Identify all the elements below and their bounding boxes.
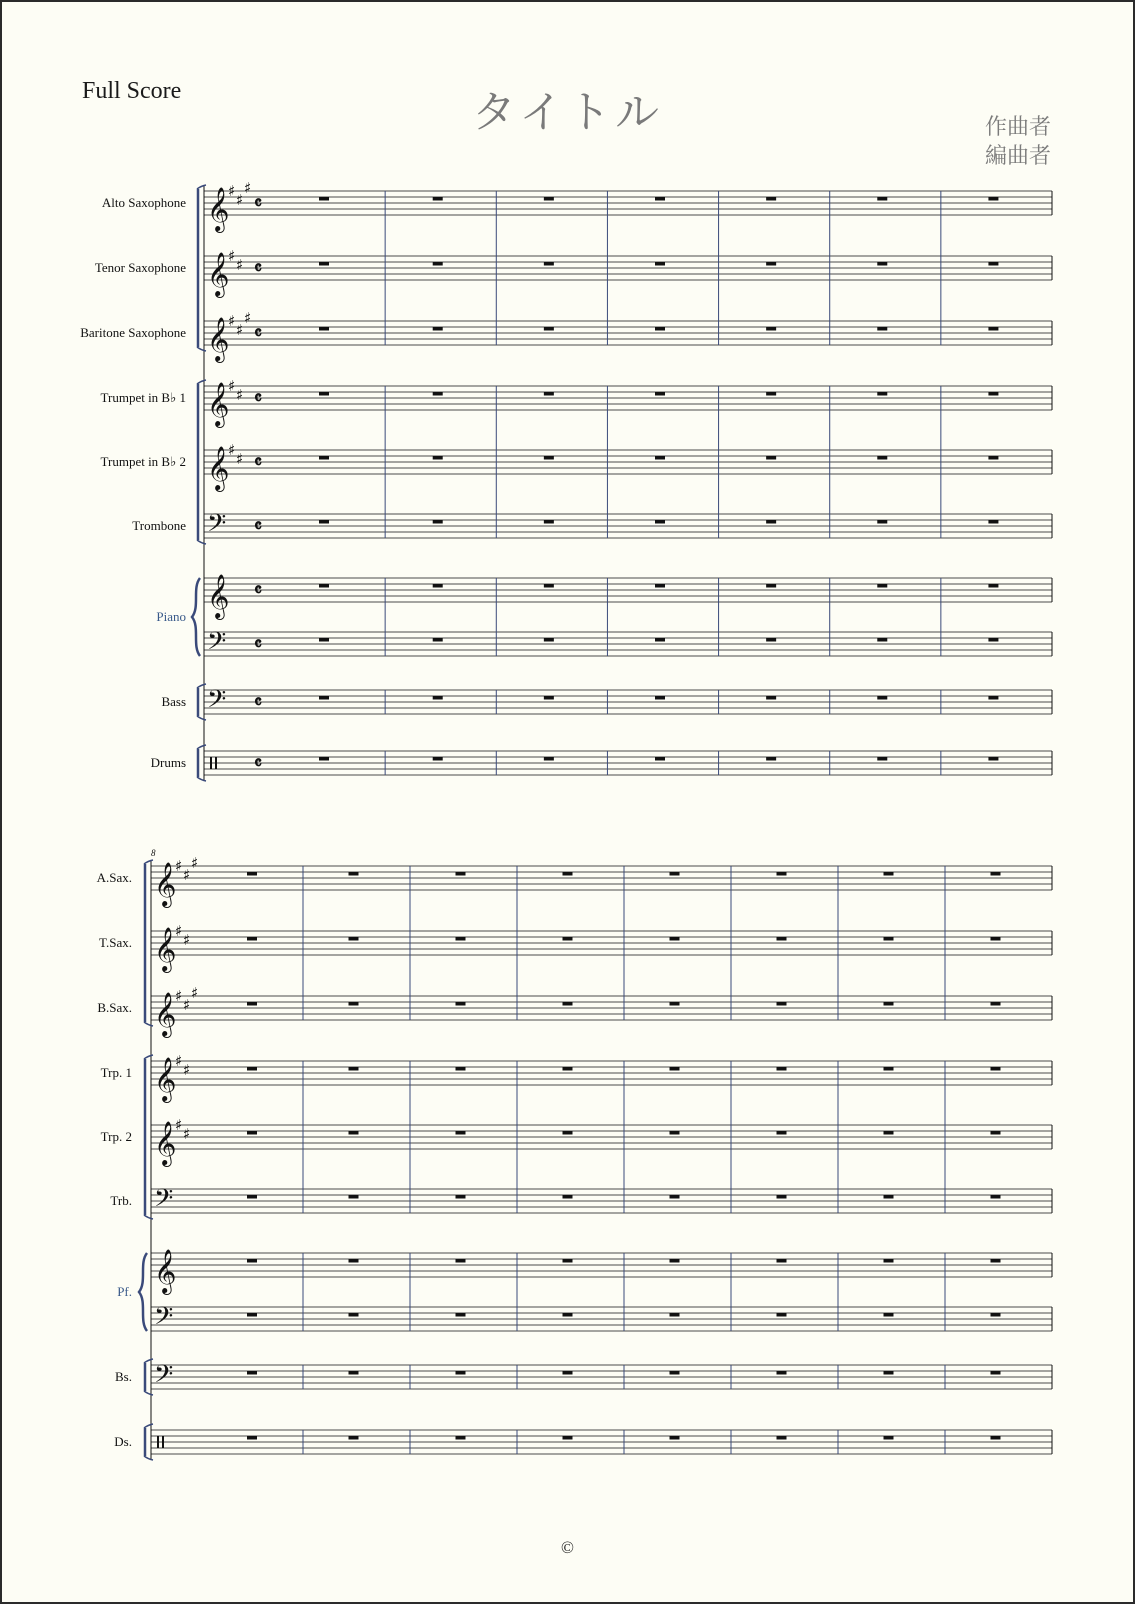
whole-rest: [777, 1259, 787, 1263]
whole-rest: [247, 1259, 257, 1263]
whole-rest: [544, 197, 554, 201]
sharp-sign: ♯: [244, 309, 252, 327]
instrument-label[interactable]: Ds.: [114, 1434, 132, 1449]
bracket-hook: [197, 347, 206, 351]
treble-clef: 𝄞: [154, 927, 177, 971]
instrument-label[interactable]: Trp. 2: [100, 1129, 132, 1144]
whole-rest: [655, 262, 665, 266]
whole-rest: [670, 1371, 680, 1375]
score-title[interactable]: タイトル: [471, 87, 664, 138]
whole-rest: [884, 1067, 894, 1071]
common-time-sig: 𝄴: [254, 388, 263, 409]
whole-rest: [670, 1002, 680, 1006]
bracket-hook: [144, 1359, 153, 1363]
whole-rest: [991, 872, 1001, 876]
bracket-hook: [144, 1391, 153, 1395]
whole-rest: [563, 872, 573, 876]
whole-rest: [563, 1067, 573, 1071]
whole-rest: [247, 937, 257, 941]
common-time-sig: 𝄴: [254, 193, 263, 214]
whole-rest: [655, 584, 665, 588]
whole-rest: [349, 1131, 359, 1135]
whole-rest: [777, 937, 787, 941]
whole-rest: [319, 392, 329, 396]
whole-rest: [988, 197, 998, 201]
score-systems[interactable]: [2, 2, 1133, 1602]
percussion-clef: [210, 757, 212, 769]
common-time-sig: 𝄴: [254, 452, 263, 473]
whole-rest: [247, 872, 257, 876]
whole-rest: [349, 1371, 359, 1375]
whole-rest: [247, 1002, 257, 1006]
whole-rest: [777, 1067, 787, 1071]
whole-rest: [563, 1371, 573, 1375]
whole-rest: [988, 584, 998, 588]
whole-rest: [884, 1313, 894, 1317]
whole-rest: [877, 520, 887, 524]
whole-rest: [319, 197, 329, 201]
whole-rest: [563, 1195, 573, 1199]
treble-clef: 𝄞: [154, 992, 177, 1036]
bracket-hook: [144, 1424, 153, 1428]
whole-rest: [349, 937, 359, 941]
whole-rest: [349, 1313, 359, 1317]
common-time-sig: 𝄴: [254, 516, 263, 537]
whole-rest: [544, 262, 554, 266]
whole-rest: [456, 1436, 466, 1440]
instrument-label[interactable]: Bass: [161, 694, 186, 709]
whole-rest: [766, 456, 776, 460]
treble-clef: 𝄞: [207, 382, 230, 426]
whole-rest: [247, 1195, 257, 1199]
whole-rest: [670, 1436, 680, 1440]
sharp-sign: ♯: [175, 1116, 183, 1134]
sharp-sign: ♯: [175, 1052, 183, 1070]
whole-rest: [991, 1002, 1001, 1006]
treble-clef: 𝄞: [207, 252, 230, 296]
whole-rest: [988, 456, 998, 460]
sharp-sign: ♯: [175, 922, 183, 940]
common-time-sig: 𝄴: [254, 753, 263, 774]
whole-rest: [433, 757, 443, 761]
instrument-label[interactable]: Trumpet in B♭ 1: [100, 390, 186, 405]
whole-rest: [991, 937, 1001, 941]
sharp-sign: ♯: [244, 179, 252, 197]
whole-rest: [655, 392, 665, 396]
sharp-sign: ♯: [228, 441, 236, 459]
common-time-sig: 𝄴: [254, 258, 263, 279]
whole-rest: [766, 262, 776, 266]
whole-rest: [766, 757, 776, 761]
whole-rest: [319, 696, 329, 700]
whole-rest: [877, 327, 887, 331]
sharp-sign: ♯: [191, 854, 199, 872]
sharp-sign: ♯: [236, 321, 244, 339]
sharp-sign: ♯: [183, 996, 191, 1014]
whole-rest: [349, 1259, 359, 1263]
whole-rest: [884, 1195, 894, 1199]
whole-rest: [349, 1067, 359, 1071]
common-time-sig: 𝄴: [254, 323, 263, 344]
whole-rest: [766, 197, 776, 201]
whole-rest: [456, 1371, 466, 1375]
whole-rest: [456, 1259, 466, 1263]
whole-rest: [877, 197, 887, 201]
whole-rest: [247, 1436, 257, 1440]
percussion-clef: [162, 1436, 164, 1448]
whole-rest: [670, 1259, 680, 1263]
whole-rest: [988, 638, 998, 642]
whole-rest: [988, 696, 998, 700]
percussion-clef: [215, 757, 217, 769]
whole-rest: [456, 1131, 466, 1135]
percussion-clef: [157, 1436, 159, 1448]
whole-rest: [991, 1313, 1001, 1317]
whole-rest: [433, 638, 443, 642]
whole-rest: [544, 392, 554, 396]
bracket-hook: [144, 1022, 153, 1026]
bass-clef: 𝄢: [154, 1302, 174, 1337]
whole-rest: [777, 1371, 787, 1375]
whole-rest: [777, 872, 787, 876]
sharp-sign: ♯: [183, 1125, 191, 1143]
whole-rest: [349, 872, 359, 876]
sharp-sign: ♯: [236, 191, 244, 209]
whole-rest: [777, 1313, 787, 1317]
instrument-label[interactable]: Trombone: [132, 518, 186, 533]
whole-rest: [988, 520, 998, 524]
instrument-label[interactable]: Pf.: [117, 1284, 132, 1299]
whole-rest: [766, 584, 776, 588]
whole-rest: [766, 392, 776, 396]
copyright-notice[interactable]: ©: [561, 1538, 574, 1557]
sharp-sign: ♯: [191, 984, 199, 1002]
treble-clef: 𝄞: [154, 1249, 177, 1293]
whole-rest: [884, 1259, 894, 1263]
whole-rest: [884, 872, 894, 876]
whole-rest: [988, 327, 998, 331]
instrument-label[interactable]: Drums: [150, 755, 186, 770]
whole-rest: [766, 327, 776, 331]
whole-rest: [991, 1371, 1001, 1375]
whole-rest: [670, 1313, 680, 1317]
whole-rest: [433, 392, 443, 396]
sharp-sign: ♯: [228, 182, 236, 200]
whole-rest: [655, 197, 665, 201]
sharp-sign: ♯: [228, 377, 236, 395]
bracket-hook: [197, 380, 206, 384]
whole-rest: [766, 520, 776, 524]
instrument-label[interactable]: Alto Saxophone: [101, 195, 186, 210]
bracket-hook: [144, 1456, 153, 1460]
bass-clef: 𝄢: [207, 685, 227, 720]
whole-rest: [456, 1002, 466, 1006]
whole-rest: [544, 584, 554, 588]
whole-rest: [991, 1067, 1001, 1071]
whole-rest: [433, 696, 443, 700]
treble-clef: 𝄞: [207, 446, 230, 490]
bracket-hook: [197, 716, 206, 720]
whole-rest: [877, 262, 887, 266]
whole-rest: [544, 757, 554, 761]
whole-rest: [544, 327, 554, 331]
instrument-label[interactable]: T.Sax.: [99, 935, 132, 950]
whole-rest: [884, 1436, 894, 1440]
whole-rest: [670, 872, 680, 876]
whole-rest: [777, 1131, 787, 1135]
bass-clef: 𝄢: [154, 1184, 174, 1219]
whole-rest: [884, 1371, 894, 1375]
whole-rest: [319, 584, 329, 588]
whole-rest: [433, 456, 443, 460]
common-time-sig: 𝄴: [254, 580, 263, 601]
bass-clef: 𝄢: [207, 509, 227, 544]
treble-clef: 𝄞: [154, 1057, 177, 1101]
whole-rest: [433, 584, 443, 588]
whole-rest: [319, 262, 329, 266]
sharp-sign: ♯: [175, 857, 183, 875]
common-time-sig: 𝄴: [254, 692, 263, 713]
bracket-hook: [197, 684, 206, 688]
whole-rest: [563, 1002, 573, 1006]
sharp-sign: ♯: [236, 450, 244, 468]
instrument-label[interactable]: Trp. 1: [100, 1065, 132, 1080]
sharp-sign: ♯: [236, 256, 244, 274]
sharp-sign: ♯: [228, 312, 236, 330]
whole-rest: [456, 1313, 466, 1317]
whole-rest: [877, 392, 887, 396]
whole-rest: [247, 1067, 257, 1071]
whole-rest: [991, 1131, 1001, 1135]
whole-rest: [777, 1002, 787, 1006]
whole-rest: [247, 1131, 257, 1135]
whole-rest: [877, 696, 887, 700]
whole-rest: [884, 1002, 894, 1006]
instrument-label[interactable]: Trb.: [110, 1193, 132, 1208]
whole-rest: [991, 1436, 1001, 1440]
treble-clef: 𝄞: [207, 574, 230, 618]
whole-rest: [777, 1436, 787, 1440]
whole-rest: [988, 757, 998, 761]
whole-rest: [349, 1436, 359, 1440]
whole-rest: [563, 1436, 573, 1440]
whole-rest: [247, 1313, 257, 1317]
bass-clef: 𝄢: [154, 1360, 174, 1395]
bracket-hook: [197, 540, 206, 544]
sharp-sign: ♯: [228, 247, 236, 265]
whole-rest: [991, 1259, 1001, 1263]
bracket-hook: [197, 777, 206, 781]
score-type-label: Full Score: [82, 78, 182, 104]
instrument-label[interactable]: Trumpet in B♭ 2: [100, 454, 186, 469]
whole-rest: [877, 584, 887, 588]
piano-brace: [192, 578, 200, 656]
measure-number: 8: [151, 848, 156, 858]
sharp-sign: ♯: [183, 1061, 191, 1079]
whole-rest: [349, 1195, 359, 1199]
whole-rest: [877, 638, 887, 642]
whole-rest: [433, 197, 443, 201]
whole-rest: [456, 1067, 466, 1071]
whole-rest: [319, 327, 329, 331]
whole-rest: [433, 327, 443, 331]
whole-rest: [563, 1131, 573, 1135]
instrument-label[interactable]: A.Sax.: [96, 870, 132, 885]
whole-rest: [670, 937, 680, 941]
whole-rest: [247, 1371, 257, 1375]
treble-clef: 𝄞: [154, 862, 177, 906]
whole-rest: [349, 1002, 359, 1006]
whole-rest: [544, 520, 554, 524]
treble-clef: 𝄞: [207, 187, 230, 231]
whole-rest: [433, 262, 443, 266]
instrument-label[interactable]: B.Sax.: [97, 1000, 132, 1015]
treble-clef: 𝄞: [207, 317, 230, 361]
whole-rest: [563, 937, 573, 941]
arranger-credit[interactable]: 編曲者: [984, 144, 1051, 169]
whole-rest: [766, 696, 776, 700]
whole-rest: [670, 1067, 680, 1071]
whole-rest: [655, 520, 665, 524]
bracket-hook: [144, 860, 153, 864]
common-time-sig: 𝄴: [254, 634, 263, 655]
whole-rest: [777, 1195, 787, 1199]
composer-credit[interactable]: 作曲者: [984, 115, 1051, 140]
sharp-sign: ♯: [183, 931, 191, 949]
whole-rest: [544, 456, 554, 460]
whole-rest: [877, 456, 887, 460]
piano-brace: [139, 1253, 147, 1331]
instrument-label[interactable]: Bs.: [115, 1369, 132, 1384]
bracket-hook: [144, 1055, 153, 1059]
whole-rest: [456, 872, 466, 876]
whole-rest: [988, 262, 998, 266]
whole-rest: [563, 1313, 573, 1317]
whole-rest: [544, 696, 554, 700]
whole-rest: [655, 757, 665, 761]
whole-rest: [655, 327, 665, 331]
whole-rest: [884, 1131, 894, 1135]
whole-rest: [563, 1259, 573, 1263]
sharp-sign: ♯: [175, 987, 183, 1005]
instrument-label[interactable]: Tenor Saxophone: [94, 260, 186, 275]
whole-rest: [544, 638, 554, 642]
whole-rest: [456, 937, 466, 941]
whole-rest: [655, 696, 665, 700]
whole-rest: [456, 1195, 466, 1199]
whole-rest: [319, 456, 329, 460]
whole-rest: [319, 757, 329, 761]
bracket-hook: [144, 1215, 153, 1219]
whole-rest: [670, 1195, 680, 1199]
whole-rest: [766, 638, 776, 642]
instrument-label[interactable]: Piano: [156, 609, 186, 624]
instrument-label[interactable]: Baritone Saxophone: [80, 325, 186, 340]
whole-rest: [988, 392, 998, 396]
whole-rest: [991, 1195, 1001, 1199]
whole-rest: [655, 456, 665, 460]
treble-clef: 𝄞: [154, 1121, 177, 1165]
whole-rest: [670, 1131, 680, 1135]
whole-rest: [655, 638, 665, 642]
bracket-hook: [197, 185, 206, 189]
whole-rest: [877, 757, 887, 761]
whole-rest: [433, 520, 443, 524]
sharp-sign: ♯: [236, 386, 244, 404]
whole-rest: [884, 937, 894, 941]
whole-rest: [319, 638, 329, 642]
sharp-sign: ♯: [183, 866, 191, 884]
bass-clef: 𝄢: [207, 627, 227, 662]
whole-rest: [319, 520, 329, 524]
bracket-hook: [197, 745, 206, 749]
